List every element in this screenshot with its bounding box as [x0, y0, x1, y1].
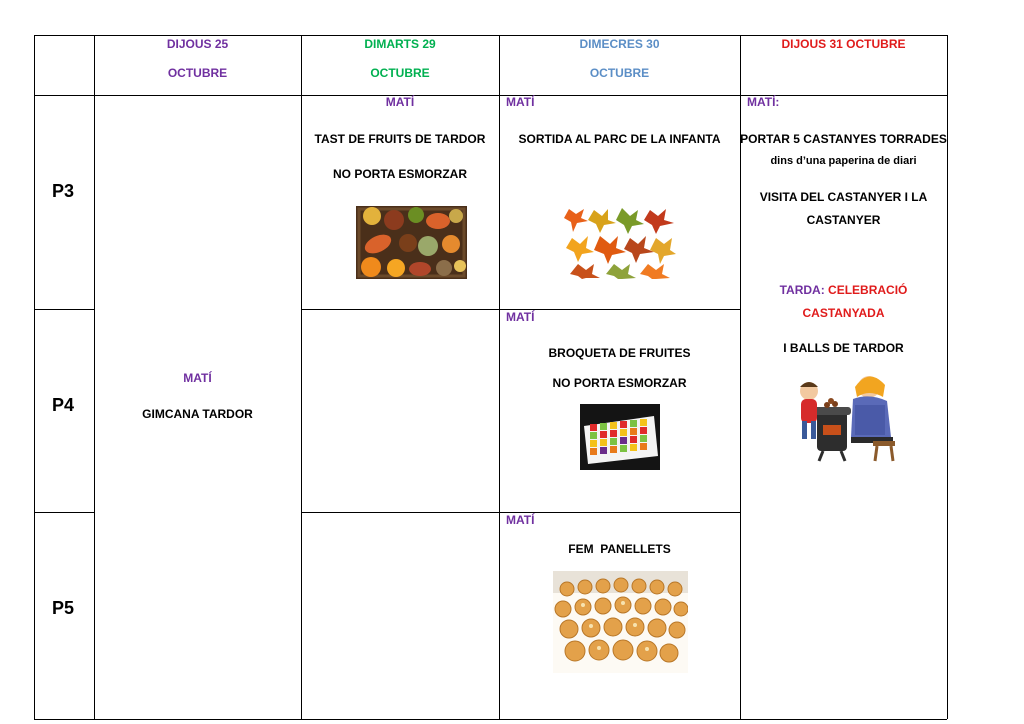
fruit-skewers-image: [580, 404, 660, 470]
wed30-p4-activity: BROQUETA DE FRUITES: [548, 346, 691, 360]
header-thu25-day: DIJOUS 25: [166, 37, 229, 51]
wed30-p4-mati-label: MATÍ: [506, 310, 535, 324]
table-border-top: [34, 35, 947, 36]
header-tue29-month: OCTUBRE: [370, 66, 430, 80]
header-tue29-day: DIMARTS 29: [364, 37, 436, 51]
thu31-tarda-text2: CASTANYADA: [802, 306, 885, 320]
header-wed30-month: OCTUBRE: [589, 66, 650, 80]
thu31-line5: I BALLS DE TARDOR: [783, 341, 904, 355]
wed30-p5-activity: FEM PANELLETS: [568, 542, 671, 556]
thu31-tarda-label: TARDA:: [779, 283, 825, 297]
thu31-line4: CASTANYER: [806, 213, 881, 227]
tue29-activity: TAST DE FRUITS DE TARDOR: [314, 132, 486, 146]
table-border-left: [34, 35, 35, 719]
row-label-p4: P4: [52, 395, 75, 415]
row-label-p5: P5: [52, 598, 75, 618]
header-thu31: DIJOUS 31 OCTUBRE: [781, 37, 906, 51]
thu25-mati-label: MATÍ: [183, 371, 212, 385]
autumn-leaves-image: [564, 206, 676, 279]
wed30-p5-mati-label: MATÍ: [506, 513, 535, 527]
tue29-mati-label: MATÍ: [385, 95, 415, 109]
row-label-p3: P3: [52, 181, 75, 201]
thu31-line1: PORTAR 5 CASTANYES TORRADES: [740, 132, 947, 146]
thu31-tarda-text1: CELEBRACIÓ: [828, 283, 908, 297]
tue29-note: NO PORTA ESMORZAR: [333, 167, 467, 181]
header-wed30-day: DIMECRES 30: [579, 37, 660, 51]
thu31-line3: VISITA DEL CASTANYER I LA: [759, 190, 928, 204]
table-border-bottom: [34, 719, 947, 720]
table-border-right: [947, 35, 948, 719]
chestnut-seller-illustration: [789, 363, 905, 463]
header-thu25-month: OCTUBRE: [167, 66, 228, 80]
wed30-p3-activity: SORTIDA AL PARC DE LA INFANTA: [518, 132, 721, 146]
thu31-mati-label: MATÍ:: [747, 95, 780, 109]
row-divider: [34, 512, 94, 513]
autumn-fruits-image: [356, 206, 467, 279]
thu31-tarda: [740, 283, 947, 297]
wed30-p4-note: NO PORTA ESMORZAR: [552, 376, 687, 390]
panellets-image: [553, 571, 688, 673]
thu25-activity: GIMCANA TARDOR: [142, 407, 253, 421]
wed30-p3-mati-label: MATÍ: [506, 95, 535, 109]
row-divider: [34, 309, 94, 310]
schedule-table: [34, 35, 947, 719]
thu31-line2: dins d’una paperina de diari: [770, 155, 917, 167]
